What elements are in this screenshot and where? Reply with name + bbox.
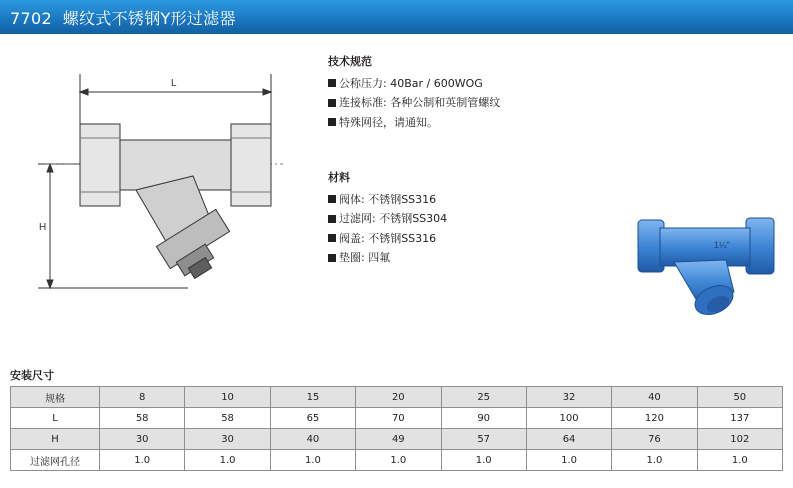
installation-table <box>10 386 783 471</box>
list-item: 垫圈: 四氟 <box>328 248 447 268</box>
tech-specs-heading: 技术规范 <box>328 55 372 68</box>
square-bullet-icon <box>328 215 336 223</box>
table-row: L 58 58 65 70 90 100 120 137 <box>11 408 783 429</box>
table-row: H 30 30 40 49 57 64 76 102 <box>11 429 783 450</box>
dim-length-label: L <box>171 78 177 89</box>
square-bullet-icon <box>328 99 336 107</box>
square-bullet-icon <box>328 79 336 87</box>
title-bar <box>0 0 793 34</box>
dim-height-label: H <box>39 222 47 233</box>
square-bullet-icon <box>328 118 336 126</box>
installation-heading: 安装尺寸 <box>10 369 54 382</box>
square-bullet-icon <box>328 234 336 242</box>
model-number: 7702 <box>10 9 52 28</box>
page-title <box>10 6 236 29</box>
materials <box>328 168 447 268</box>
photo-size-marking: 1¼" <box>714 240 730 250</box>
table-row: 过滤网孔径 1.0 1.0 1.0 1.0 1.0 1.0 1.0 1.0 <box>11 450 783 471</box>
list-item: 阀盖: 不锈钢SS316 <box>328 229 447 249</box>
table-row: 规格 8 10 15 20 25 32 40 50 <box>11 387 783 408</box>
materials-heading: 材料 <box>328 171 350 184</box>
product-photo <box>630 196 780 326</box>
square-bullet-icon <box>328 254 336 262</box>
list-item: 公称压力: 40Bar / 600WOG <box>328 74 500 94</box>
technical-drawing <box>28 66 288 296</box>
list-item: 连接标准: 各种公制和英制管螺纹 <box>328 93 500 113</box>
tech-specs <box>328 52 500 132</box>
list-item: 阀体: 不锈钢SS316 <box>328 190 447 210</box>
list-item: 过滤网: 不锈钢SS304 <box>328 209 447 229</box>
product-title: 螺纹式不锈钢Y形过滤器 <box>62 9 236 28</box>
square-bullet-icon <box>328 195 336 203</box>
list-item: 特殊网径，请通知。 <box>328 113 500 133</box>
